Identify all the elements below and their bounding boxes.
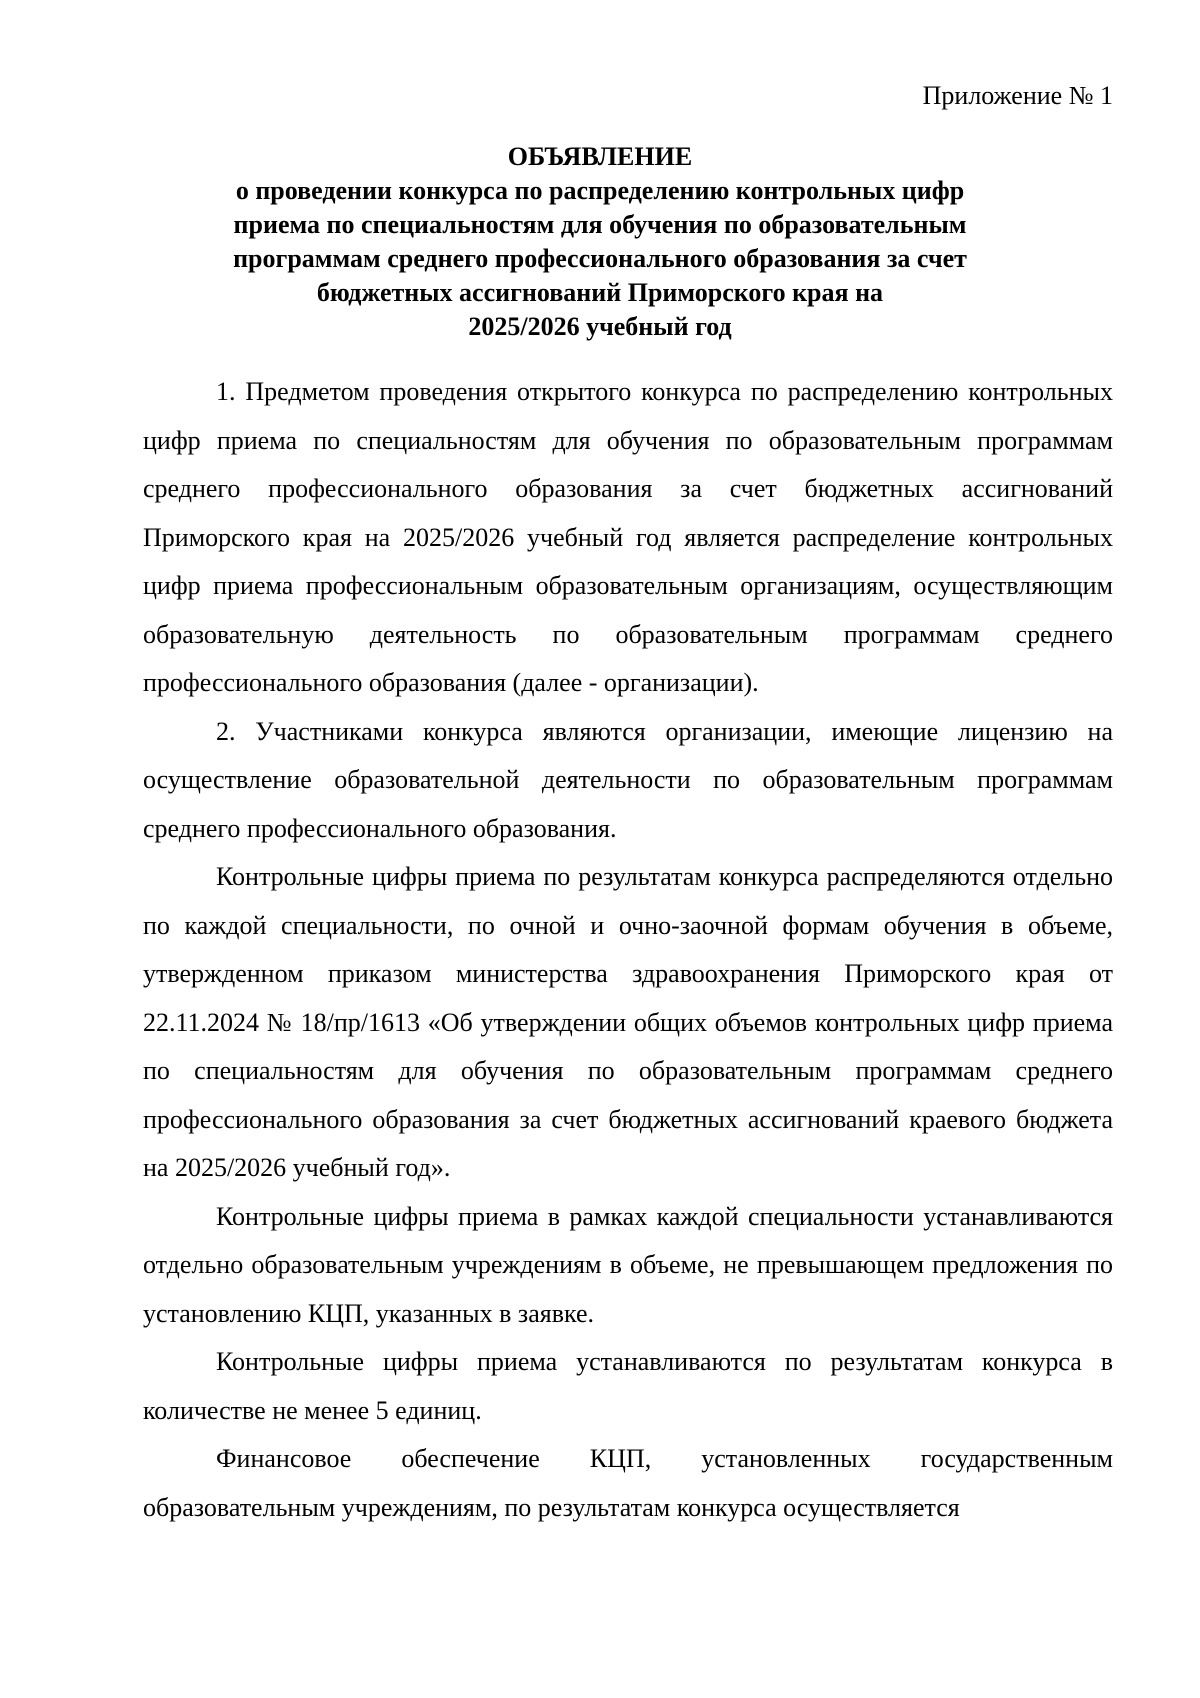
paragraph-1: 1. Предметом проведения открытого конкурса по распределению контрольных цифр приема по специальностям для обучения по образовательным программам среднего профессионального образования за счет бюджетных ассигнований Приморского края на 2025/2026 учебный год является распределение контрольных цифр приема профессиональным образовательным организациям, осуществляющим образовательную деятельность по образовательным программам среднего профессионального образования (далее - организации). [143, 377, 1113, 697]
subtitle-line: о проведении конкурса по распределению контрольных цифр [235, 176, 965, 205]
paragraph-2: 2. Участниками конкурса являются организации, имеющие лицензию на осуществление образовательной деятельности по образовательным программам среднего профессионального образования. [143, 716, 1113, 843]
document-heading [130, 140, 1070, 344]
subtitle-line: бюджетных ассигнований Приморского края на [316, 278, 884, 307]
subtitle-line: приема по специальностям для обучения по образовательным [233, 210, 967, 239]
paragraph-5: Контрольные цифры приема устанавливаются по результатам конкурса в количестве не менее 5 единиц. [143, 1347, 1113, 1425]
document-title: ОБЪЯВЛЕНИЕ [507, 142, 693, 171]
appendix-label: Приложение № 1 [922, 81, 1113, 110]
paragraph-4: Контрольные цифры приема в рамках каждой специальности устанавливаются отдельно образовательным учреждениям в объеме, не превышающем предложения по установлению КЦП, указанных в заявке. [143, 1201, 1113, 1328]
paragraph-3: Контрольные цифры приема по результатам конкурса распределяются отдельно по каждой специальности, по очной и очно-заочной формам обучения в объеме, утвержденном приказом министерства здравоохранения Приморского края от 22.11.2024 № 18/пр/1613 «Об утверждении общих объемов контрольных цифр приема по специальностям для обучения по образовательным программам среднего профессионального образования за счет бюджетных ассигнований краевого бюджета на 2025/2026 учебный год». [143, 862, 1113, 1182]
paragraph-6: Финансовое обеспечение КЦП, установленных государственным образовательным учреждениям, по результатам конкурса осуществляется [143, 1444, 1113, 1522]
subtitle-line: программам среднего профессионального образования за счет [233, 244, 967, 273]
subtitle-line: 2025/2026 учебный год [468, 312, 732, 341]
document-body [143, 368, 1113, 1532]
